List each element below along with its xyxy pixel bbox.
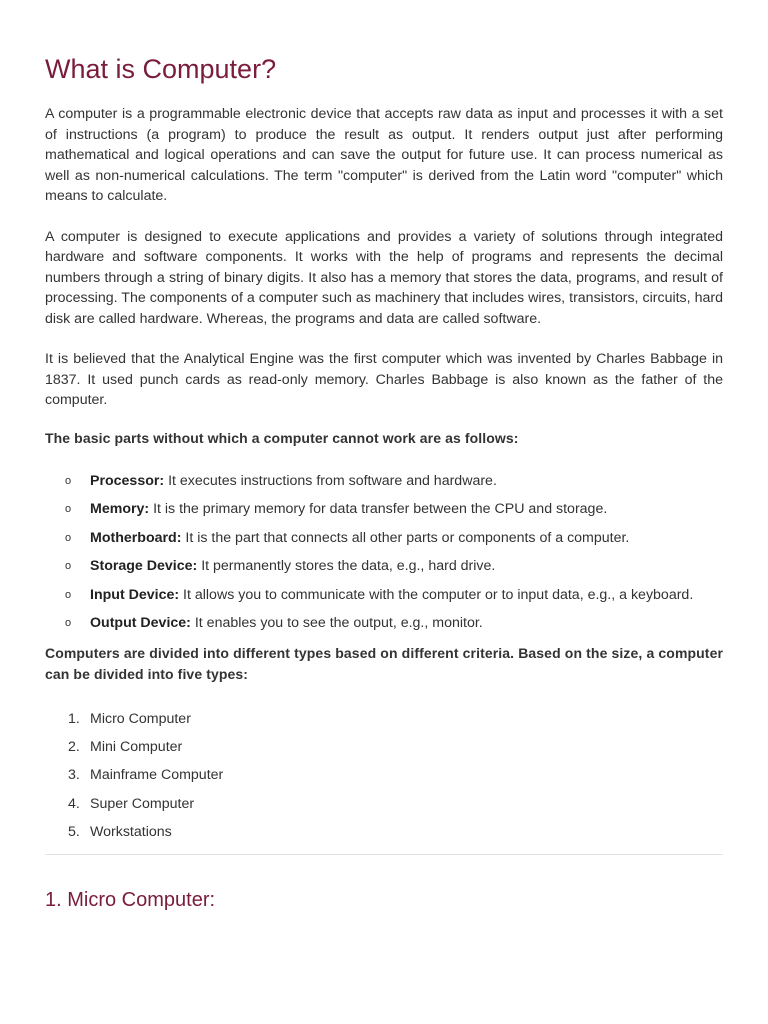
part-term: Storage Device: [90,558,198,574]
list-item [45,611,723,635]
bullet-icon: o [65,560,72,572]
part-desc: It is the primary memory for data transfer between the CPU and storage. [149,501,608,517]
list-item [45,469,723,493]
list-number: 4. [68,795,80,812]
part-desc: It permanently stores the data, e.g., hard drive. [197,558,496,574]
list-item [45,735,723,759]
list-item [45,707,723,731]
list-number: 3. [68,767,80,784]
bullet-icon: o [65,588,72,601]
type-label: Super Computer [90,795,195,812]
part-term: Memory: [90,501,150,517]
parts-intro: The basic parts without which a computer cannot work are as follows: [45,429,519,446]
type-label: Mainframe Computer [90,767,224,784]
list-number: 2. [68,739,80,756]
bullet-icon: o [65,531,72,544]
type-label: Micro Computer [90,711,191,727]
list-item [45,526,723,550]
list-item [45,820,723,844]
list-item [45,583,723,607]
list-item [45,763,723,787]
part-desc: It is the part that connects all other parts or components of a computer. [181,529,630,546]
list-number: 1. [68,711,80,727]
parts-list [45,469,723,636]
part-term: Output Device: [90,615,191,631]
types-list [45,707,723,844]
list-item [45,792,723,816]
intro-paragraph: A computer is a programmable electronic device that accepts raw data as input and processes it with a set of instructions (a program) to produce the result as output. It renders output just after performing mathematical and logical operations and can save the output for future use. It can process numerical as well as non-numerical calculations. The term "computer" is derived from the Latin word "computer" which means to calculate. [45,106,723,204]
page-title: What is Computer? [45,54,277,84]
section-heading: 1. Micro Computer: [45,888,216,911]
type-label: Mini Computer [90,739,183,756]
type-label: Workstations [90,823,172,840]
bullet-icon: o [65,474,72,487]
bullet-icon: o [65,617,72,629]
list-number: 5. [68,823,80,840]
list-item [45,554,723,578]
part-desc: It allows you to communicate with the computer or to input data, e.g., a keyboard. [179,586,694,603]
types-intro: Computers are divided into different types based on different criteria. Based on the size, a computer can be divided into five types: [45,645,723,682]
part-term: Input Device: [90,586,180,603]
history-paragraph: It is believed that the Analytical Engine was the first computer which was invented by Charles Babbage in 1837. It used punch cards as read-only memory. Charles Babbage is also known as the father of the computer. [45,351,723,408]
bullet-icon: o [65,503,72,515]
list-item [45,497,723,521]
article [45,0,723,912]
part-desc: It executes instructions from software and hardware. [164,472,497,489]
part-term: Processor: [90,472,165,489]
part-term: Motherboard: [90,529,182,546]
section-divider [45,854,723,855]
design-paragraph: A computer is designed to execute applications and provides a variety of solutions through integrated hardware and software components. It works with the help of programs and represents the decimal numbers through a string of binary digits. It also has a memory that stores the data, programs, and result of processing. The components of a computer such as machinery that includes wires, transistors, circuits, hard disk are called hardware. Whereas, the programs and data are called software. [45,228,723,327]
part-desc: It enables you to see the output, e.g., monitor. [190,615,483,631]
